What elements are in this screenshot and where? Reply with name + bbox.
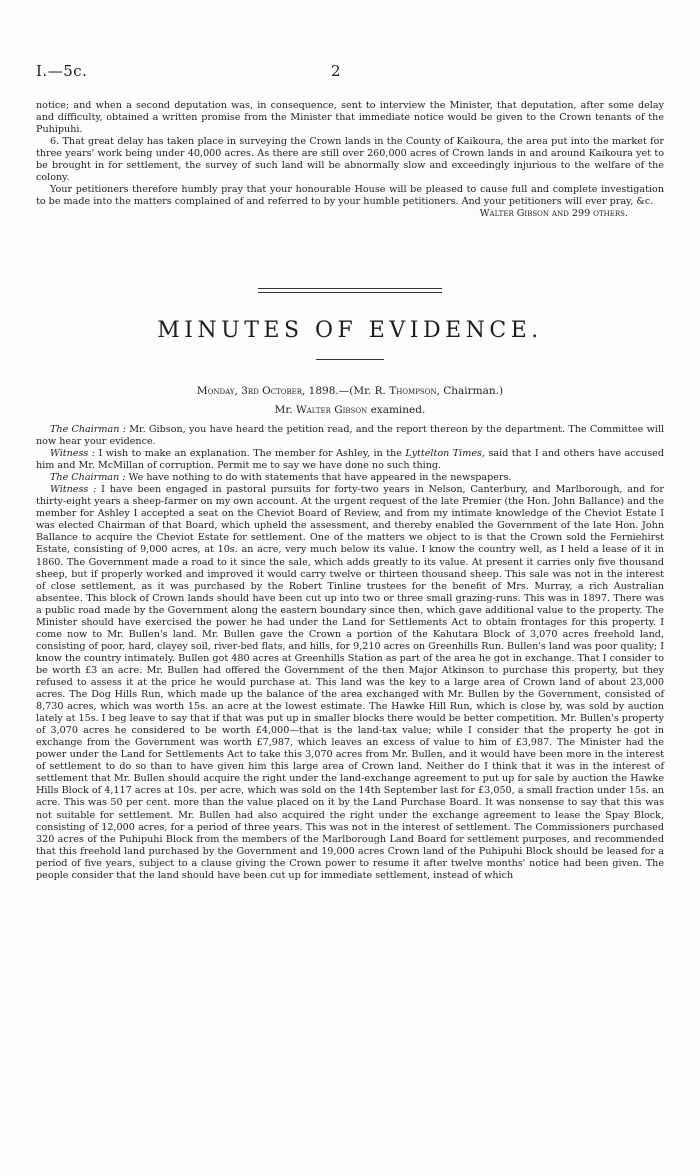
chairman-name: R. Thompson — [374, 385, 437, 397]
evidence-paragraph: Witness : I have been engaged in pastoral pursuits for forty-two years in Nelson, Canterbury, and Marlborough, and for thirty-eight years a sheep-farmer on my own account. At the urgent request of the late Premier (the Hon. John Ballance) and the member for Ashley I accepted a seat on the Cheviot Board of Review, and from my intimate knowledge of the Cheviot Estate I was elected Chairman of that Board, which upheld the assessment, and thereby enabled the Government of the late Hon. John Ballance to acquire the Cheviot Estate for settlement. One of the matters we object to is that the Crown sold the Ferniehirst Estate, consisting of 9,000 acres, at 10s. an acre, very much below its value. I know the country well, as I held a lease of it in 1860. The Government made a road to it since the sale, which adds greatly to its value. At present it carries only five thousand sheep, but if properly worked and improved it would carry twelve or thirteen thousand sheep. This sale was not in the interest of close settlement, as it was purchased by the Robert Tinline trustees for the benefit of Mrs. Murray, a rich Australian absentee. This block of Crown lands should have been cut up into two or three small grazing-runs. This was in 1897. There was a public road made by the Government along the eastern boundary since then, which gave additional value to the property. The Minister should have exercised the power he had under the Land for Settlements Act to obtain frontages for this property. I come now to Mr. Bullen's land. Mr. Bullen gave the Crown a portion of the Kahutara Block of 3,070 acres freehold land, consisting of poor, hard, clayey soil, river-bed flats, and hills, for 9,210 acres on Greenhills Run. Bullen's land was poor quality; I know the country intimately. Bullen got 480 acres at Greenhills Station as part of the area he got in exchange. That I consider to be worth £3 an acre. Mr. Bullen had offered the Government of the then Major Atkinson to purchase this property, but they refused to assess it at the price he would purchase at. This land was the key to a large area of Crown land of about 23,000 acres. The Dog Hills Run, which made up the balance of the area exchanged with Mr. Bullen by the Government, consisted of 8,730 acres, which was worth 15s. an acre at the lowest estimate. The Hawke Hill Run, which is close by, was sold by auction lately at 15s. I beg leave to say that if that was put up in smaller blocks there would be better competition. Mr. Bullen's property of 3,070 acres he considered to be worth £4,000—that is the land-tax value; while I consider that the property he got in exchange from the Government was worth £7,987, which leaves an excess of value to him of £3,987. The Minister had the power under the Land for Settlements Act to take this 3,070 acres from Mr. Bullen, and it would have been more in the interest of settlement to do so than to have given him this large area of Crown land. Neither do I think that it was in the interest of settlement that Mr. Bullen should acquire the right under the land-exchange agreement to put up for sale by auction the Hawke Hills Block of 4,117 acres at 10s. per acre, which was sold on the 14th September last for £3,050, a small fraction under 15s. an acre. This was 50 per cent. more than the value placed on it by the Land Purchase Board. It was nonsense to say that this was not suitable for settlement. Mr. Bullen had also acquired the right under the exchange agreement to lease the Spay Block, consisting of 12,000 acres, for a period of three years. This was not in the interest of settlement. The Commissioners purchased 320 acres of the Puhipuhi Block from the members of the Marlborough Land Board for settlement purposes, and recommended that this freehold land purchased by the Government and 19,000 acres Crown land of the Puhipuhi Block should be leased for a period of five years, subject to a clause giving the Crown power to resume it after twelve months' notice had been given. The people consider that the land should have been cut up for immediate settlement, instead of which — [36, 484, 664, 881]
evidence-paragraph: The Chairman : Mr. Gibson, you have heard the petition read, and the report thereon by the department. The Committee will now hear your evidence. — [36, 424, 664, 448]
evidence-paragraph: The Chairman : We have nothing to do with statements that have appeared in the newspapers. — [50, 472, 512, 484]
witness-name: Walter Gibson — [295, 404, 368, 416]
section-title: MINUTES OF EVIDENCE. — [157, 318, 543, 343]
evidence-paragraph: Witness : I wish to make an explanation. The member for Ashley, in the Lyttelton Times, said that I and others have accused him and Mr. McMillan of corruption. Permit me to say we have done no such thing. — [36, 448, 664, 472]
session-date: Monday, 3rd October, 1898. — [196, 385, 339, 397]
witness-line: Mr. Walter Gibson examined. — [274, 404, 426, 416]
page-number: 2 — [331, 62, 341, 80]
speaker-label: The Chairman : — [50, 424, 126, 435]
session-date-line: Monday, 3rd October, 1898.—(Mr. R. Thompson, Chairman.) — [196, 385, 504, 397]
speaker-label: Witness : — [50, 448, 96, 460]
newspaper-name: Lyttelton Times — [405, 448, 482, 460]
petition-paragraph: 6. That great delay has taken place in surveying the Crown lands in the County of Kaikoura, the area put into the market for three years' work being under 40,000 acres. As there are still over 260,000 acres of Crown lands in and around Kaikoura yet to be brought in for settlement, the survey of such land will be abnormally slow and exceedingly injurious to the welfare of the colony. — [36, 136, 664, 184]
section-divider — [258, 288, 442, 293]
speaker-label: The Chairman : — [50, 472, 126, 484]
document-code: I.—5c. — [36, 62, 88, 80]
petition-paragraph: notice; and when a second deputation was, in consequence, sent to interview the Minister, that deputation, after some delay and difficulty, obtained a written promise from the Minister that immediate notice would be given to the Crown tenants of the Puhipuhi. — [36, 100, 664, 136]
speaker-label: Witness : — [50, 484, 97, 496]
evidence-text — [36, 424, 664, 882]
page-header — [36, 62, 664, 82]
petition-text — [36, 100, 664, 220]
petition-signature: Walter Gibson and 299 others. — [479, 208, 628, 220]
petition-prayer: Your petitioners therefore humbly pray that your honourable House will be pleased to cause full and complete investigation to be made into the matters complained of and referred to by your humble petitioners. And your petitioners will ever pray, &c. — [36, 184, 664, 208]
title-underline — [316, 359, 384, 360]
